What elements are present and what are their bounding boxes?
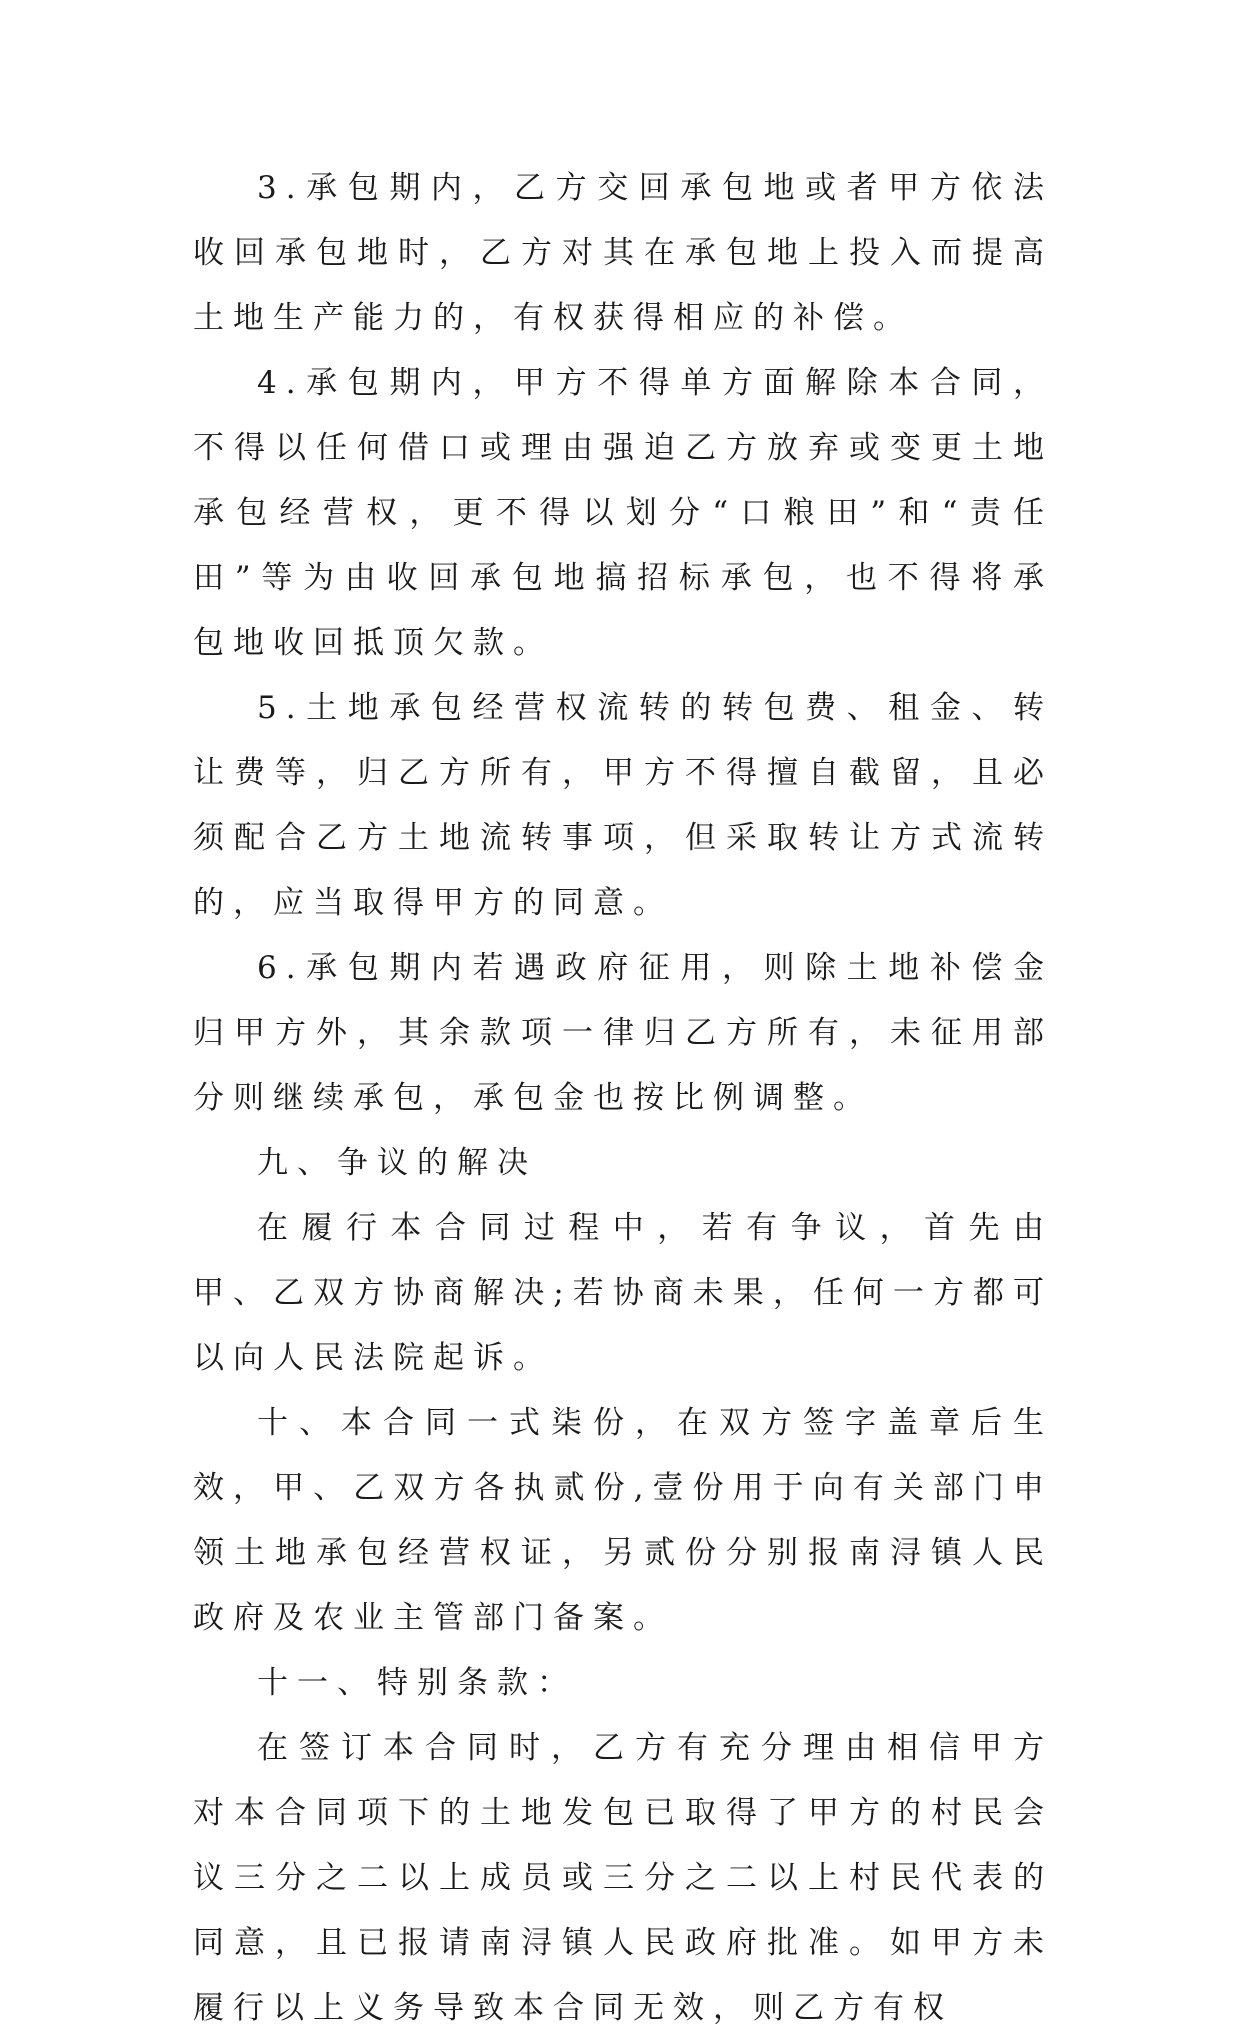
section-heading-9: 九、争议的解决 xyxy=(257,1145,537,1181)
section-heading-11: 十一、特别条款： xyxy=(257,1665,577,1701)
special-terms-paragraph: 在签订本合同时，乙方有充分理由相信甲方对本合同项下的土地发包已取得了甲方的村民会议三分之二以上成员或三分之二以上村民代表的同意，且已报请南浔镇人民政府批准。如甲方未履行以上义务导致本合同无效，则乙方有权 xyxy=(193,1730,1053,2026)
dispute-resolution-paragraph: 在履行本合同过程中，若有争议，首先由甲、乙双方协商解决;若协商未果，任何一方都可以向人民法院起诉。 xyxy=(193,1210,1053,1376)
document-body xyxy=(193,156,1053,2041)
section-10-paragraph: 十、本合同一式柒份，在双方签字盖章后生效，甲、乙双方各执贰份,壹份用于向有关部门申领土地承包经营权证，另贰份分别报南浔镇人民政府及农业主管部门备案。 xyxy=(193,1405,1053,1636)
clause-4: 4.承包期内，甲方不得单方面解除本合同，不得以任何借口或理由强迫乙方放弃或变更土地承包经营权，更不得以划分“口粮田”和“责任田”等为由收回承包地搞招标承包，也不得将承包地收回抵顶欠款。 xyxy=(193,365,1053,661)
clause-5: 5.土地承包经营权流转的转包费、租金、转让费等，归乙方所有，甲方不得擅自截留，且必须配合乙方土地流转事项，但采取转让方式流转的，应当取得甲方的同意。 xyxy=(193,690,1053,921)
clause-6: 6.承包期内若遇政府征用，则除土地补偿金归甲方外，其余款项一律归乙方所有，未征用部分则继续承包，承包金也按比例调整。 xyxy=(193,950,1053,1116)
clause-3: 3.承包期内，乙方交回承包地或者甲方依法收回承包地时，乙方对其在承包地上投入而提高土地生产能力的，有权获得相应的补偿。 xyxy=(193,170,1053,336)
